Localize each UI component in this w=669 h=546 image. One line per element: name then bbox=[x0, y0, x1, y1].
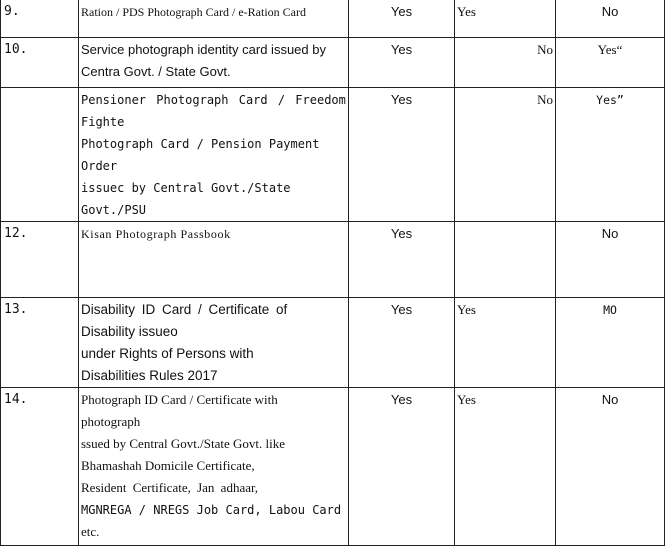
document-line: Fighte bbox=[81, 115, 125, 129]
row-number: 9. bbox=[1, 0, 79, 38]
cell-col4: No bbox=[455, 88, 556, 222]
row-number bbox=[1, 88, 79, 222]
document-line: Photograph Card / Pension Payment Order bbox=[81, 137, 320, 173]
document-line: MGNREGA / NREGS Job Card, Labou Card bbox=[81, 503, 342, 517]
cell-col3: Yes bbox=[349, 388, 455, 546]
cell-col4: Yes bbox=[455, 388, 556, 546]
row-number: 14. bbox=[1, 388, 79, 546]
document-line: Photograph ID Card / Certificate with bbox=[81, 392, 278, 407]
document-line: under Rights of Persons with bbox=[81, 346, 254, 361]
table-row bbox=[1, 388, 665, 546]
table-row bbox=[1, 38, 665, 88]
row-number: 13. bbox=[1, 298, 79, 388]
cell-col5: No bbox=[556, 0, 665, 38]
document-name bbox=[79, 38, 349, 88]
cell-col5: No bbox=[556, 388, 665, 546]
cell-col5: Yes” bbox=[556, 88, 665, 222]
table-row bbox=[1, 222, 665, 298]
document-line: issuec by Central Govt./State Govt./PSU bbox=[81, 181, 291, 217]
document-line: etc. bbox=[81, 524, 100, 539]
document-line: Disability issueo bbox=[81, 324, 178, 339]
document-line: Disabilities Rules 2017 bbox=[81, 368, 218, 383]
cell-col3: Yes bbox=[349, 38, 455, 88]
cell-col3: Yes bbox=[349, 0, 455, 38]
table-row bbox=[1, 0, 665, 38]
document-line: Resident Certificate, Jan adhaar, bbox=[81, 480, 259, 495]
document-line: Disability ID Card / Certificate of bbox=[81, 302, 288, 317]
cell-col4: No bbox=[455, 38, 556, 88]
document-name bbox=[79, 88, 349, 222]
document-line: Kisan Photograph Passbook bbox=[81, 227, 231, 241]
document-line: photograph bbox=[81, 414, 141, 429]
document-line: Ration / PDS Photograph Card / e-Ration Card bbox=[81, 5, 306, 19]
cell-col3: Yes bbox=[349, 88, 455, 222]
cell-col5: MO bbox=[556, 298, 665, 388]
document-name bbox=[79, 388, 349, 546]
cell-col3: Yes bbox=[349, 222, 455, 298]
document-line: Service photograph identity card issued by bbox=[81, 42, 326, 57]
row-number: 10. bbox=[1, 38, 79, 88]
row-number: 12. bbox=[1, 222, 79, 298]
document-line: Pensioner Photograph Card / Freedom bbox=[81, 93, 346, 107]
table-row bbox=[1, 88, 665, 222]
cell-col4 bbox=[455, 222, 556, 298]
document-name bbox=[79, 0, 349, 38]
document-name bbox=[79, 222, 349, 298]
document-line: Bhamashah Domicile Certificate, bbox=[81, 458, 255, 473]
cell-col5: No bbox=[556, 222, 665, 298]
document-line: Centra Govt. / State Govt. bbox=[81, 64, 231, 79]
cell-col4: Yes bbox=[455, 0, 556, 38]
cell-col4: Yes bbox=[455, 298, 556, 388]
cell-col5: Yes“ bbox=[556, 38, 665, 88]
table-row bbox=[1, 298, 665, 388]
document-name bbox=[79, 298, 349, 388]
document-line: ssued by Central Govt./State Govt. like bbox=[81, 436, 286, 451]
cell-col3: Yes bbox=[349, 298, 455, 388]
